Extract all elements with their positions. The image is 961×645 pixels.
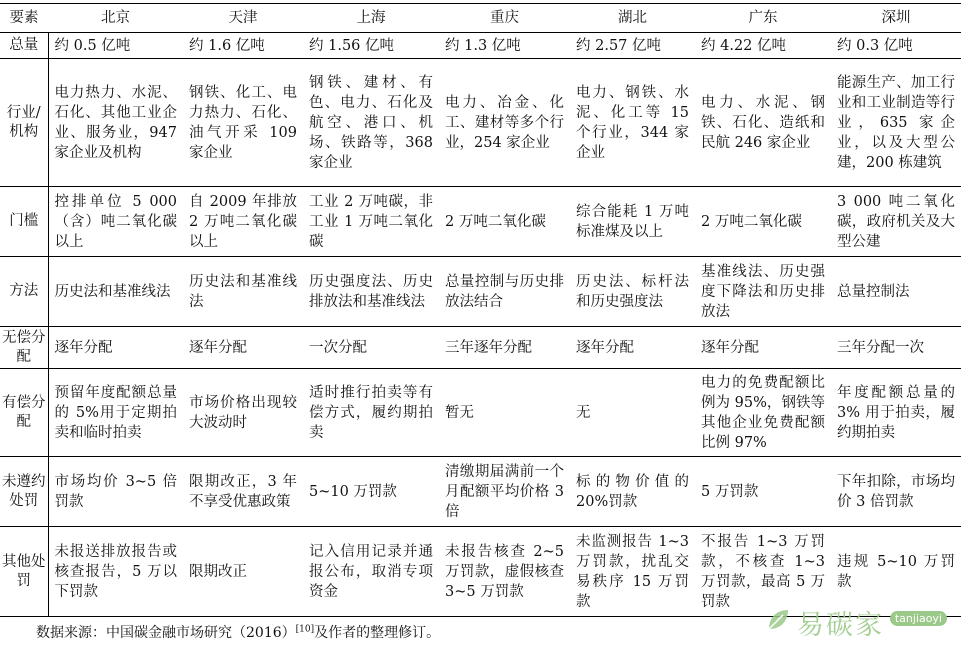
table-cell: 未监测报告 1~3 万罚款，扰乱交易秩序 15 万罚款 xyxy=(570,527,695,617)
table-cell: 5~10 万罚款 xyxy=(303,457,439,527)
table-cell: 历史法和基准线法 xyxy=(48,257,183,327)
table-cell: 暂无 xyxy=(439,369,570,457)
table-cell: 电力、钢铁、水泥、化工等 15 个行业，344 家企业 xyxy=(570,59,695,187)
table-cell: 违规 5~10 万罚款 xyxy=(831,527,961,617)
citation-ref: [10] xyxy=(295,624,315,635)
table-cell: 历史强度法、历史排放法和基准线法 xyxy=(303,257,439,327)
header-cell: 要素 xyxy=(0,4,48,33)
table-cell: 记入信用记录并通报公布，取消专项资金 xyxy=(303,527,439,617)
header-cell: 重庆 xyxy=(439,4,570,33)
table-cell: 约 0.5 亿吨 xyxy=(48,33,183,59)
table-cell: 不报告 1~3 万罚款，不核查 1~3 万罚款，最高 5 万罚款 xyxy=(695,527,831,617)
comparison-table xyxy=(0,3,961,617)
row-label: 门槛 xyxy=(0,187,48,257)
table-row xyxy=(0,369,961,457)
table-cell: 2 万吨二氧化碳 xyxy=(439,187,570,257)
table-row xyxy=(0,257,961,327)
table-cell: 基准线法、历史强度下降法和历史排放法 xyxy=(695,257,831,327)
table-cell: 年度配额总量的 3% 用于拍卖，履约期拍卖 xyxy=(831,369,961,457)
row-label: 方法 xyxy=(0,257,48,327)
header-cell: 天津 xyxy=(183,4,303,33)
table-cell: 电力的免费配额比例为 95%，钢铁等其他企业免费配额比例 97% xyxy=(695,369,831,457)
table-cell: 未报告核查 2~5 万罚款，虚假核查 3~5 万罚款 xyxy=(439,527,570,617)
table-cell: 约 1.6 亿吨 xyxy=(183,33,303,59)
table-cell: 工业 2 万吨碳，非工业 1 万吨二氧化碳 xyxy=(303,187,439,257)
watermark-badge: tanjiaoyi xyxy=(890,611,947,626)
table-cell: 未报送排放报告或核查报告，5 万以下罚款 xyxy=(48,527,183,617)
table-cell: 预留年度配额总量的 5%用于定期拍卖和临时拍卖 xyxy=(48,369,183,457)
source-note-suffix: 及作者的整理修订。 xyxy=(314,625,441,641)
table-cell: 适时推行拍卖等有偿方式，履约期拍卖 xyxy=(303,369,439,457)
table-cell: 限期改正 xyxy=(183,527,303,617)
table-cell: 逐年分配 xyxy=(183,327,303,369)
source-note-text: 数据来源：中国碳金融市场研究（2016） xyxy=(36,625,296,641)
header-cell: 北京 xyxy=(48,4,183,33)
table-cell: 能源生产、加工行业和工业制造等行业，635 家企业，以及大型公建，200 栋建筑 xyxy=(831,59,961,187)
table-cell: 标的物价值的 20%罚款 xyxy=(570,457,695,527)
header-row xyxy=(0,4,961,33)
table-cell: 无 xyxy=(570,369,695,457)
table-cell: 逐年分配 xyxy=(48,327,183,369)
table-cell: 约 4.22 亿吨 xyxy=(695,33,831,59)
table-cell: 2 万吨二氧化碳 xyxy=(695,187,831,257)
table-cell: 市场均价 3~5 倍罚款 xyxy=(48,457,183,527)
table-cell: 电力、冶金、化工、建材等多个行业，254 家企业 xyxy=(439,59,570,187)
table-cell: 三年逐年分配 xyxy=(439,327,570,369)
table-cell: 电力热力、水泥、石化、其他工业企业、服务业，947 家企业及机构 xyxy=(48,59,183,187)
table-cell: 三年分配一次 xyxy=(831,327,961,369)
table-cell: 自 2009 年排放 2 万吨二氧化碳以上 xyxy=(183,187,303,257)
table-cell: 总量控制与历史排放法结合 xyxy=(439,257,570,327)
table-cell: 下年扣除，市场均价 3 倍罚款 xyxy=(831,457,961,527)
table-cell: 限期改正，3 年不享受优惠政策 xyxy=(183,457,303,527)
row-label: 无偿分配 xyxy=(0,327,48,369)
table-cell: 历史法和基准线法 xyxy=(183,257,303,327)
table-cell: 钢铁、建材、有色、电力、石化及航空、港口、机场、铁路等，368 家企业 xyxy=(303,59,439,187)
row-label: 总量 xyxy=(0,33,48,59)
table-cell: 市场价格出现较大波动时 xyxy=(183,369,303,457)
table-cell: 约 1.56 亿吨 xyxy=(303,33,439,59)
row-label: 未遵约处罚 xyxy=(0,457,48,527)
table-cell: 3 000 吨二氧化碳，政府机关及大型公建 xyxy=(831,187,961,257)
header-cell: 湖北 xyxy=(570,4,695,33)
watermark xyxy=(757,607,947,641)
table-cell: 5 万罚款 xyxy=(695,457,831,527)
table-row xyxy=(0,187,961,257)
table-cell: 逐年分配 xyxy=(570,327,695,369)
table-cell: 约 1.3 亿吨 xyxy=(439,33,570,59)
table-cell: 总量控制法 xyxy=(831,257,961,327)
header-cell: 上海 xyxy=(303,4,439,33)
header-cell: 广东 xyxy=(695,4,831,33)
table-cell: 清缴期届满前一个月配额平均价格 3 倍 xyxy=(439,457,570,527)
table-cell: 历史法、标杆法和历史强度法 xyxy=(570,257,695,327)
table-cell: 综合能耗 1 万吨标准煤及以上 xyxy=(570,187,695,257)
table-cell: 控排单位 5 000（含）吨二氧化碳以上 xyxy=(48,187,183,257)
table-cell: 逐年分配 xyxy=(695,327,831,369)
row-label: 有偿分配 xyxy=(0,369,48,457)
table-row xyxy=(0,457,961,527)
table-cell: 一次分配 xyxy=(303,327,439,369)
watermark-text: 易碳家 xyxy=(797,610,884,641)
table-cell: 约 0.3 亿吨 xyxy=(831,33,961,59)
table-row xyxy=(0,59,961,187)
table-cell: 电力、水泥、钢铁、石化、造纸和民航 246 家企业 xyxy=(695,59,831,187)
table-row xyxy=(0,327,961,369)
row-label: 其他处罚 xyxy=(0,527,48,617)
source-note xyxy=(36,622,440,642)
header-cell: 深圳 xyxy=(831,4,961,33)
table-cell: 钢铁、化工、电力热力、石化、油气开采 109 家企业 xyxy=(183,59,303,187)
table-row xyxy=(0,33,961,59)
row-label: 行业/机构 xyxy=(0,59,48,187)
table-cell: 约 2.57 亿吨 xyxy=(570,33,695,59)
leaf-icon xyxy=(765,607,791,633)
